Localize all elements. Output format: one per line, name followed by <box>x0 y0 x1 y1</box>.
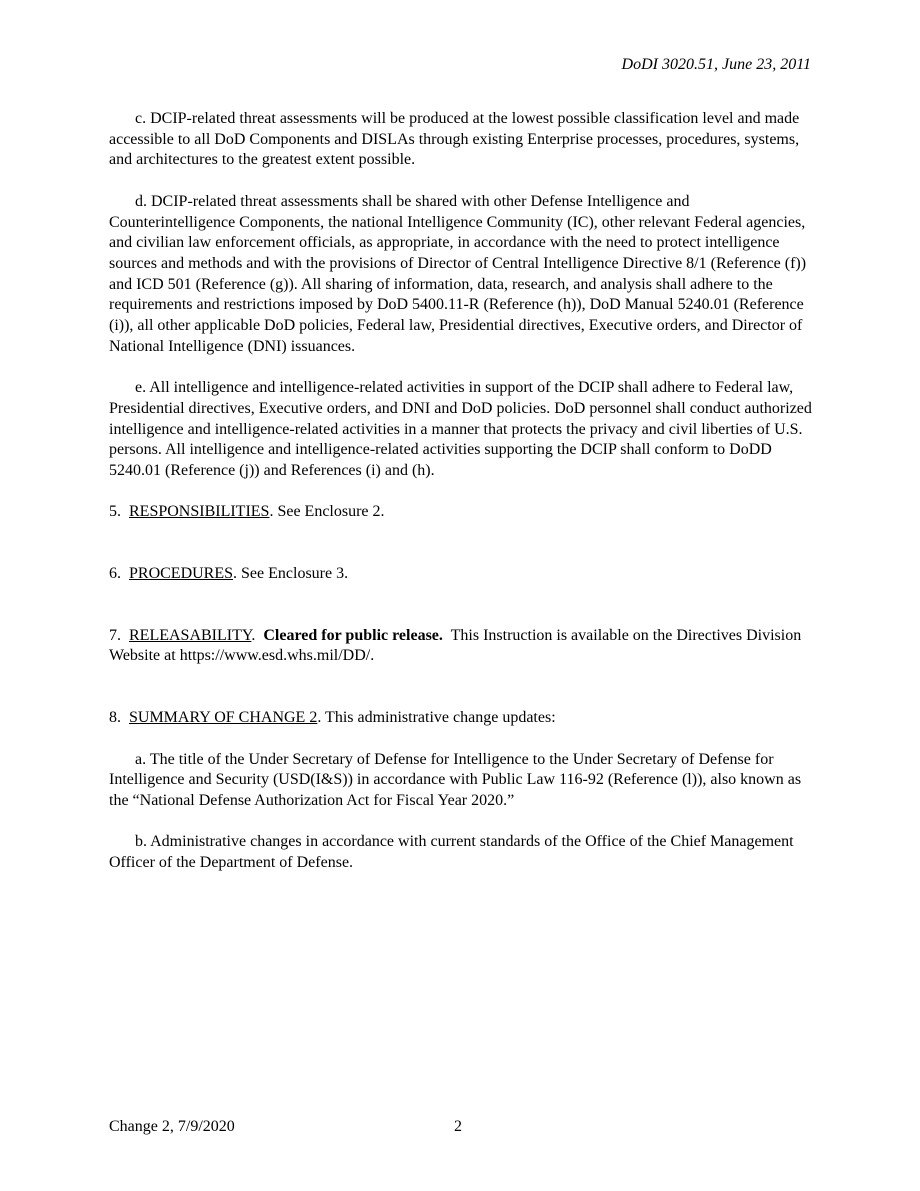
section-7-text: This Instruction is available on the Directives Division Website at https://www.esd.whs.mil/DD/. <box>109 626 805 665</box>
section-7-title: RELEASABILITY <box>129 626 252 644</box>
document-header: DoDI 3020.51, June 23, 2011 <box>621 56 811 73</box>
paragraph-c: c. DCIP-related threat assessments will be produced at the lowest possible classification level and made accessible to all DoD Components and DISLAs through existing Enterprise processes, procedures, systems, and architectures to the greatest extent possible. <box>109 110 800 169</box>
section-7-number: 7. <box>109 626 121 644</box>
section-7-bold: Cleared for public release. <box>263 626 443 644</box>
section-7-sep: . <box>251 626 264 644</box>
paragraph-e: e. All intelligence and intelligence-related activities in support of the DCIP shall adhere to Federal law, Presidential directives, Executive orders, and DNI and DoD policies. DoD personnel shall conduct authorized intelligence and intelligence-related activities in a manner that protects the privacy and civil liberties of U.S. persons. All intelligence and intelligence-related activities supporting the DCIP shall conform to DoDD 5240.01 (Reference (j)) and References (i) and (h). <box>109 379 812 479</box>
section-5-number: 5. <box>109 503 121 521</box>
paragraph-d: d. DCIP-related threat assessments shall be shared with other Defense Intelligence and Counterintelligence Components, the national Intelligence Community (IC), other relevant Federal agencies, and civilian law enforcement officials, as appropriate, in accordance with the need to protect intelligence sources and methods and with the provisions of Director of Central Intelligence Directive 8/1 (Reference (f)) and ICD 501 (Reference (g)). All sharing of information, data, research, and analysis shall adhere to the requirements and restrictions imposed by DoD 5400.11-R (Reference (h)), DoD Manual 5240.01 (Reference (i)), all other applicable DoD policies, Federal law, Presidential directives, Executive orders, and Director of National Intelligence (DNI) issuances. <box>109 192 807 355</box>
document-body <box>109 109 813 874</box>
section-6-number: 6. <box>109 565 121 583</box>
section-5-title: RESPONSIBILITIES <box>129 503 270 521</box>
section-8-text: . This administrative change updates: <box>317 709 556 727</box>
section-8-item-b: b. Administrative changes in accordance with current standards of the Office of the Chief Management Officer of the Department of Defense. <box>109 833 794 872</box>
section-6-text: . See Enclosure 3. <box>233 565 349 583</box>
section-8-title: SUMMARY OF CHANGE 2 <box>129 709 318 727</box>
section-8-item-a: a. The title of the Under Secretary of Defense for Intelligence to the Under Secretary of Defense for Intelligence and Security (USD(I&S)) in accordance with Public Law 116-92 (Reference (l)), also known as the “National Defense Authorization Act for Fiscal Year 2020.” <box>109 750 802 809</box>
section-6 <box>109 564 813 585</box>
section-5-text: . See Enclosure 2. <box>269 503 385 521</box>
footer-change: Change 2, 7/9/2020 <box>109 1118 235 1135</box>
section-8-number: 8. <box>109 709 121 727</box>
section-8 <box>109 708 813 729</box>
section-7 <box>109 626 813 667</box>
section-5 <box>109 502 813 523</box>
section-6-title: PROCEDURES <box>129 565 234 583</box>
footer-page-number: 2 <box>454 1118 462 1135</box>
